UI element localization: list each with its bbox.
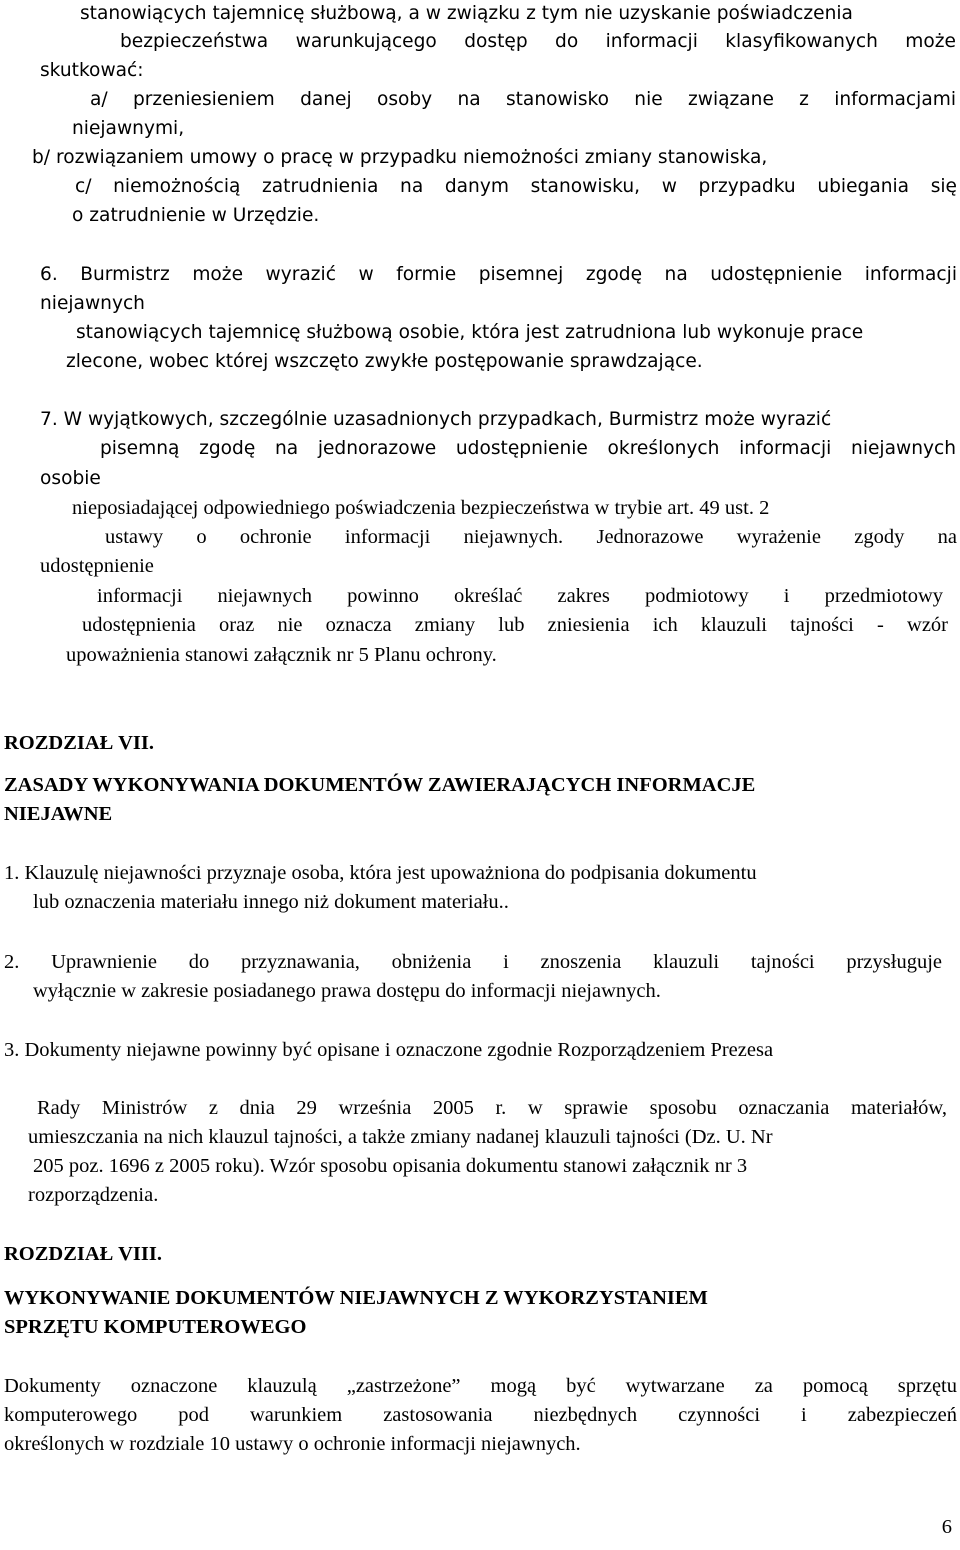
text-line: zlecone, wobec której wszczęto zwykłe postępowanie sprawdzające. <box>66 351 703 372</box>
text-line: lub oznaczenia materiału innego niż dokument materiału.. <box>33 891 509 913</box>
item-7: 7. W wyjątkowych, szczególnie uzasadnionych przypadkach, Burmistrz może wyrazić <box>40 409 832 430</box>
chapter-title: NIEJAWNE <box>4 803 113 825</box>
text-line: rozporządzenia. <box>28 1184 159 1206</box>
paragraph-1: 1. Klauzulę niejawności przyznaje osoba, która jest upoważniona do podpisania dokumentu <box>4 862 757 884</box>
text-line: o zatrudnienie w Urzędzie. <box>72 205 320 226</box>
text-line: komputerowego pod warunkiem zastosowania niezbędnych czynności i zabezpieczeń <box>4 1404 957 1426</box>
paragraph-3: 3. Dokumenty niejawne powinny być opisane i oznaczone zgodnie Rozporządzeniem Prezesa <box>4 1039 774 1061</box>
text-line: udostępnienia oraz nie oznacza zmiany lub zniesienia ich klauzuli tajności - wzór <box>82 614 948 636</box>
page-number: 6 <box>941 1516 952 1538</box>
text-line: upoważnienia stanowi załącznik nr 5 Planu ochrony. <box>66 644 497 666</box>
text-line: bezpieczeństwa warunkującego dostęp do informacji klasyfikowanych może <box>120 31 956 52</box>
text-line: stanowiących tajemnicę służbową osobie, która jest zatrudniona lub wykonuje prace <box>76 322 864 343</box>
chapter-heading: ROZDZIAŁ VIII. <box>4 1243 162 1265</box>
text-line: 205 poz. 1696 z 2005 roku). Wzór sposobu opisania dokumentu stanowi załącznik nr 3 <box>33 1155 748 1177</box>
text-line: stanowiących tajemnicę służbową, a w związku z tym nie uzyskanie poświadczenia <box>80 3 853 24</box>
list-item-a: a/ przeniesieniem danej osoby na stanowisko nie związane z informacjami <box>90 89 956 110</box>
item-6: 6. Burmistrz może wyrazić w formie pisemnej zgodę na udostępnienie informacji <box>40 264 957 285</box>
chapter-title: WYKONYWANIE DOKUMENTÓW NIEJAWNYCH Z WYKORZYSTANIEM <box>4 1287 708 1309</box>
text-line: informacji niejawnych powinno określać zakres podmiotowy i przedmiotowy <box>97 585 943 607</box>
chapter-heading: ROZDZIAŁ VII. <box>4 732 154 754</box>
text-line: skutkować: <box>40 60 144 81</box>
text-line: ustawy o ochronie informacji niejawnych. Jednorazowe wyrażenie zgody na <box>105 526 957 548</box>
text-line: wyłącznie w zakresie posiadanego prawa dostępu do informacji niejawnych. <box>33 980 661 1002</box>
text-line: niejawnych <box>40 293 145 314</box>
chapter-title: ZASADY WYKONYWANIA DOKUMENTÓW ZAWIERAJĄCYCH INFORMACJE <box>4 774 756 796</box>
chapter-title: SPRZĘTU KOMPUTEROWEGO <box>4 1316 307 1338</box>
text-line: Rady Ministrów z dnia 29 września 2005 r. w sprawie sposobu oznaczania materiałów, <box>37 1097 947 1119</box>
list-item-c: c/ niemożnością zatrudnienia na danym stanowisku, w przypadku ubiegania się <box>75 176 957 197</box>
text-line: udostępnienie <box>40 555 154 577</box>
text-line: umieszczania na nich klauzul tajności, a także zmiany nadanej klauzuli tajności (Dz. U. Nr <box>28 1126 773 1148</box>
text-line: nieposiadającej odpowiedniego poświadczenia bezpieczeństwa w trybie art. 49 ust. 2 <box>72 497 770 519</box>
text-line: osobie <box>40 468 101 489</box>
text-line: pisemną zgodę na jednorazowe udostępnienie określonych informacji niejawnych <box>100 438 956 459</box>
paragraph-2: 2. Uprawnienie do przyznawania, obniżenia i znoszenia klauzuli tajności przysługuje <box>4 951 942 973</box>
text-line: niejawnymi, <box>72 118 185 139</box>
list-item-b: b/ rozwiązaniem umowy o pracę w przypadku niemożności zmiany stanowiska, <box>32 147 768 168</box>
paragraph: Dokumenty oznaczone klauzulą „zastrzeżone” mogą być wytwarzane za pomocą sprzętu <box>4 1375 957 1397</box>
text-line: określonych w rozdziale 10 ustawy o ochronie informacji niejawnych. <box>4 1433 581 1455</box>
